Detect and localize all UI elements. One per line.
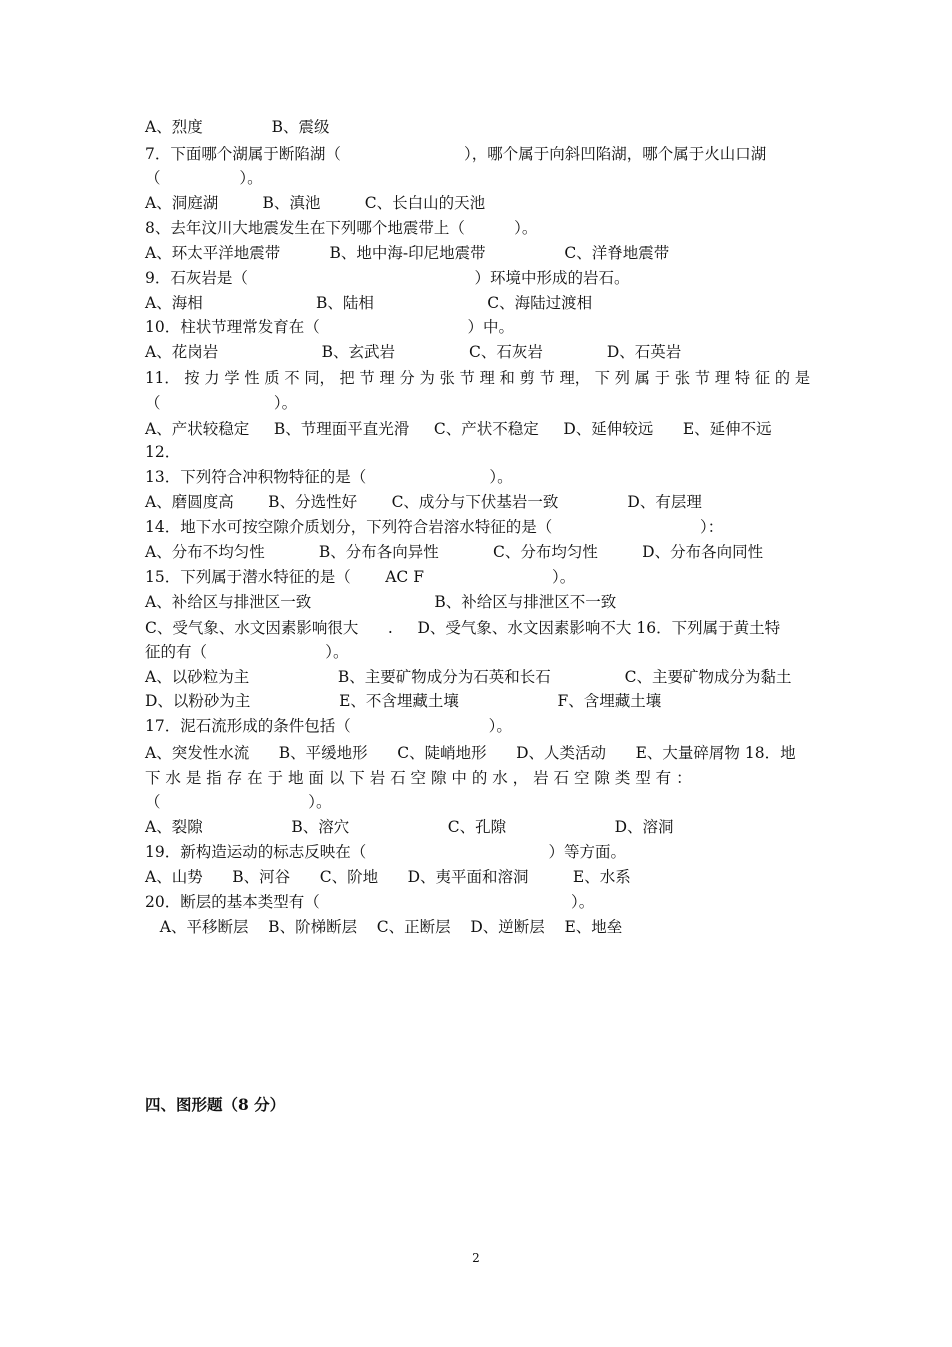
text-line: A、花岗岩 B、玄武岩 C、石灰岩 D、石英岩 (145, 343, 682, 361)
text-line: A、突发性水流 B、平缓地形 C、陡峭地形 D、人类活动 E、大量碎屑物 18．地 (145, 744, 796, 762)
text-line: A、裂隙 B、溶穴 C、孔隙 D、溶洞 (145, 818, 674, 836)
text-line: A、烈度 B、震级 (145, 118, 330, 136)
text-line: （ ）。 (145, 793, 332, 811)
text-line: A、分布不均匀性 B、分布各向异性 C、分布均匀性 D、分布各向同性 (145, 543, 764, 561)
text-line: 10．柱状节理常发育在（ ）中。 (145, 318, 515, 336)
text-line: A、海相 B、陆相 C、海陆过渡相 (145, 294, 593, 312)
text-line: 15．下列属于潜水特征的是（ AC F ）。 (145, 568, 576, 586)
page-number: 2 (472, 1251, 480, 1265)
text-line: A、磨圆度高 B、分选性好 C、成分与下伏基岩一致 D、有层理 (145, 493, 702, 511)
text-line: 17．泥石流形成的条件包括（ ）。 (145, 717, 512, 735)
text-line: 14．地下水可按空隙介质划分，下列符合岩溶水特征的是（ ）： (145, 518, 724, 536)
text-line: A、洞庭湖 B、滇池 C、长白山的天池 (145, 194, 486, 212)
text-line: 12． (145, 443, 181, 461)
text-line: 8、去年汶川大地震发生在下列哪个地震带上（ ）。 (145, 219, 538, 237)
text-line: （ ）。 (145, 169, 263, 187)
text-line: 20．断层的基本类型有（ ）。 (145, 893, 595, 911)
text-line: A、补给区与排泄区一致 B、补给区与排泄区不一致 (145, 593, 617, 611)
text-line: 征的有（ ）。 (145, 643, 349, 661)
text-line: A、产状较稳定 B、节理面平直光滑 C、产状不稳定 D、延伸较远 E、延伸不远 (145, 420, 772, 438)
text-line: D、以粉砂为主 E、不含埋藏土壤 F、含埋藏土壤 (145, 692, 662, 710)
text-line: 下 水 是 指 存 在 于 地 面 以 下 岩 石 空 隙 中 的 水 ， 岩 石 空 隙 类 型 有 ： (145, 769, 692, 787)
text-line: （ ）。 (145, 394, 298, 412)
text-line: A、平移断层 B、阶梯断层 C、正断层 D、逆断层 E、地垒 (145, 918, 623, 936)
text-line: C、受气象、水文因素影响很大 . D、受气象、水文因素影响不大 16．下列属于黄土特 (145, 619, 781, 637)
text-line: A、以砂粒为主 B、主要矿物成分为石英和长石 C、主要矿物成分为黏土 (145, 668, 792, 686)
text-line: 13．下列符合冲积物特征的是（ ）。 (145, 468, 513, 486)
text-line: 9．石灰岩是（ ）环境中形成的岩石。 (145, 269, 630, 287)
section-heading: 四、图形题（8 分） (145, 1095, 286, 1114)
text-line: 7．下面哪个湖属于断陷湖（ ），哪个属于向斜凹陷湖，哪个属于火山口湖 (145, 145, 767, 163)
text-line: 19．新构造运动的标志反映在（ ）等方面。 (145, 843, 627, 861)
text-line: A、山势 B、河谷 C、阶地 D、夷平面和溶洞 E、水系 (145, 868, 631, 886)
text-line: A、环太平洋地震带 B、地中海-印尼地震带 C、洋脊地震带 (145, 244, 670, 262)
text-line: 11． 按 力 学 性 质 不 同， 把 节 理 分 为 张 节 理 和 剪 节 理， 下 列 属 于 张 节 理 特 征 的 是 (145, 369, 811, 387)
